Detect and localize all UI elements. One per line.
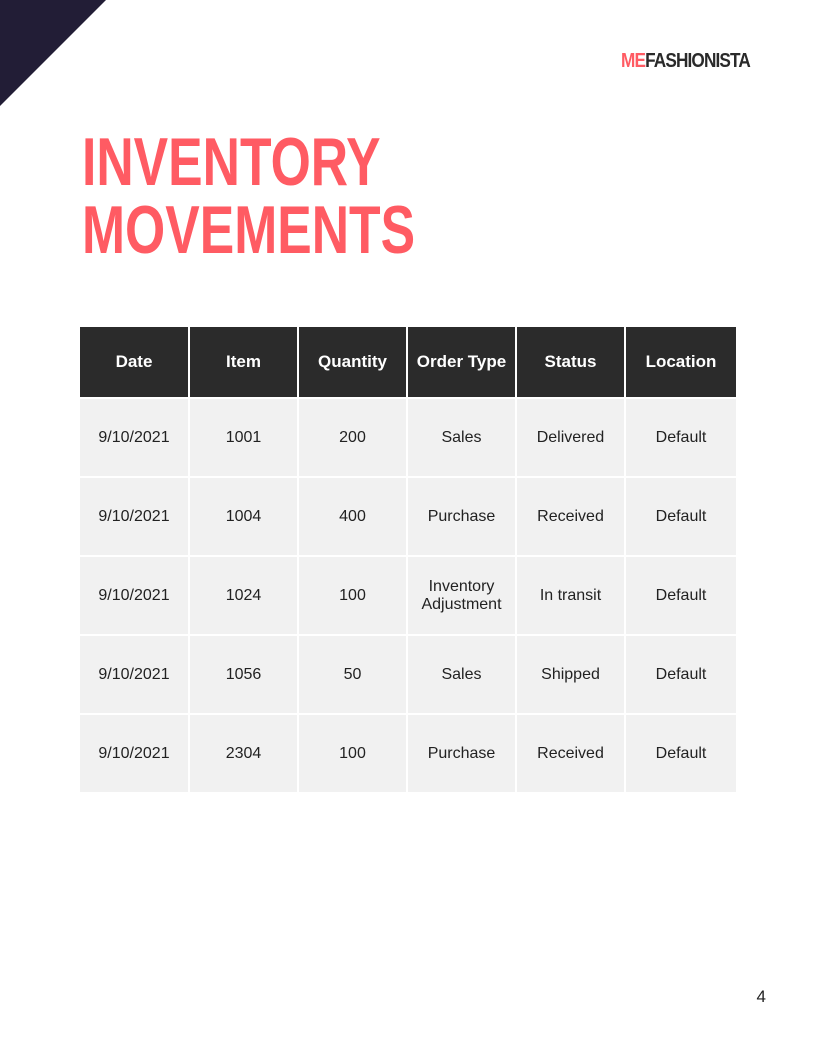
- cell-item: 1024: [189, 556, 298, 635]
- header-date: Date: [80, 327, 189, 398]
- cell-date: 9/10/2021: [80, 556, 189, 635]
- cell-item: 1001: [189, 398, 298, 477]
- cell-location: Default: [625, 398, 736, 477]
- cell-location: Default: [625, 477, 736, 556]
- logo-rest: FASHIONISTA: [645, 50, 750, 72]
- cell-date: 9/10/2021: [80, 398, 189, 477]
- cell-order-type: Sales: [407, 398, 516, 477]
- cell-location: Default: [625, 714, 736, 792]
- cell-date: 9/10/2021: [80, 714, 189, 792]
- cell-quantity: 200: [298, 398, 407, 477]
- header-quantity: Quantity: [298, 327, 407, 398]
- header-status: Status: [516, 327, 625, 398]
- table-row: [80, 556, 736, 635]
- corner-decoration: [0, 0, 106, 106]
- cell-item: 2304: [189, 714, 298, 792]
- cell-status: Delivered: [516, 398, 625, 477]
- cell-quantity: 50: [298, 635, 407, 714]
- cell-status: Shipped: [516, 635, 625, 714]
- inventory-table: [80, 327, 736, 792]
- cell-order-type: Inventory Adjustment: [407, 556, 516, 635]
- header-item: Item: [189, 327, 298, 398]
- brand-logo: [621, 50, 750, 72]
- cell-quantity: 100: [298, 556, 407, 635]
- table-header-row: [80, 327, 736, 398]
- cell-quantity: 400: [298, 477, 407, 556]
- cell-date: 9/10/2021: [80, 635, 189, 714]
- page-title-line-1: INVENTORY: [82, 124, 381, 200]
- cell-item: 1004: [189, 477, 298, 556]
- cell-order-type: Purchase: [407, 714, 516, 792]
- cell-item: 1056: [189, 635, 298, 714]
- header-order-type: Order Type: [407, 327, 516, 398]
- logo-prefix: ME: [621, 50, 646, 72]
- page-title-line-2: MOVEMENTS: [82, 192, 416, 268]
- cell-date: 9/10/2021: [80, 477, 189, 556]
- header-location: Location: [625, 327, 736, 398]
- page-title: [82, 124, 416, 268]
- table-row: [80, 477, 736, 556]
- cell-status: Received: [516, 714, 625, 792]
- cell-status: In transit: [516, 556, 625, 635]
- cell-location: Default: [625, 635, 736, 714]
- page-number: 4: [756, 987, 766, 1006]
- cell-status: Received: [516, 477, 625, 556]
- cell-order-type: Sales: [407, 635, 516, 714]
- table-row: [80, 714, 736, 792]
- cell-order-type: Purchase: [407, 477, 516, 556]
- table-row: [80, 635, 736, 714]
- cell-location: Default: [625, 556, 736, 635]
- table-row: [80, 398, 736, 477]
- cell-quantity: 100: [298, 714, 407, 792]
